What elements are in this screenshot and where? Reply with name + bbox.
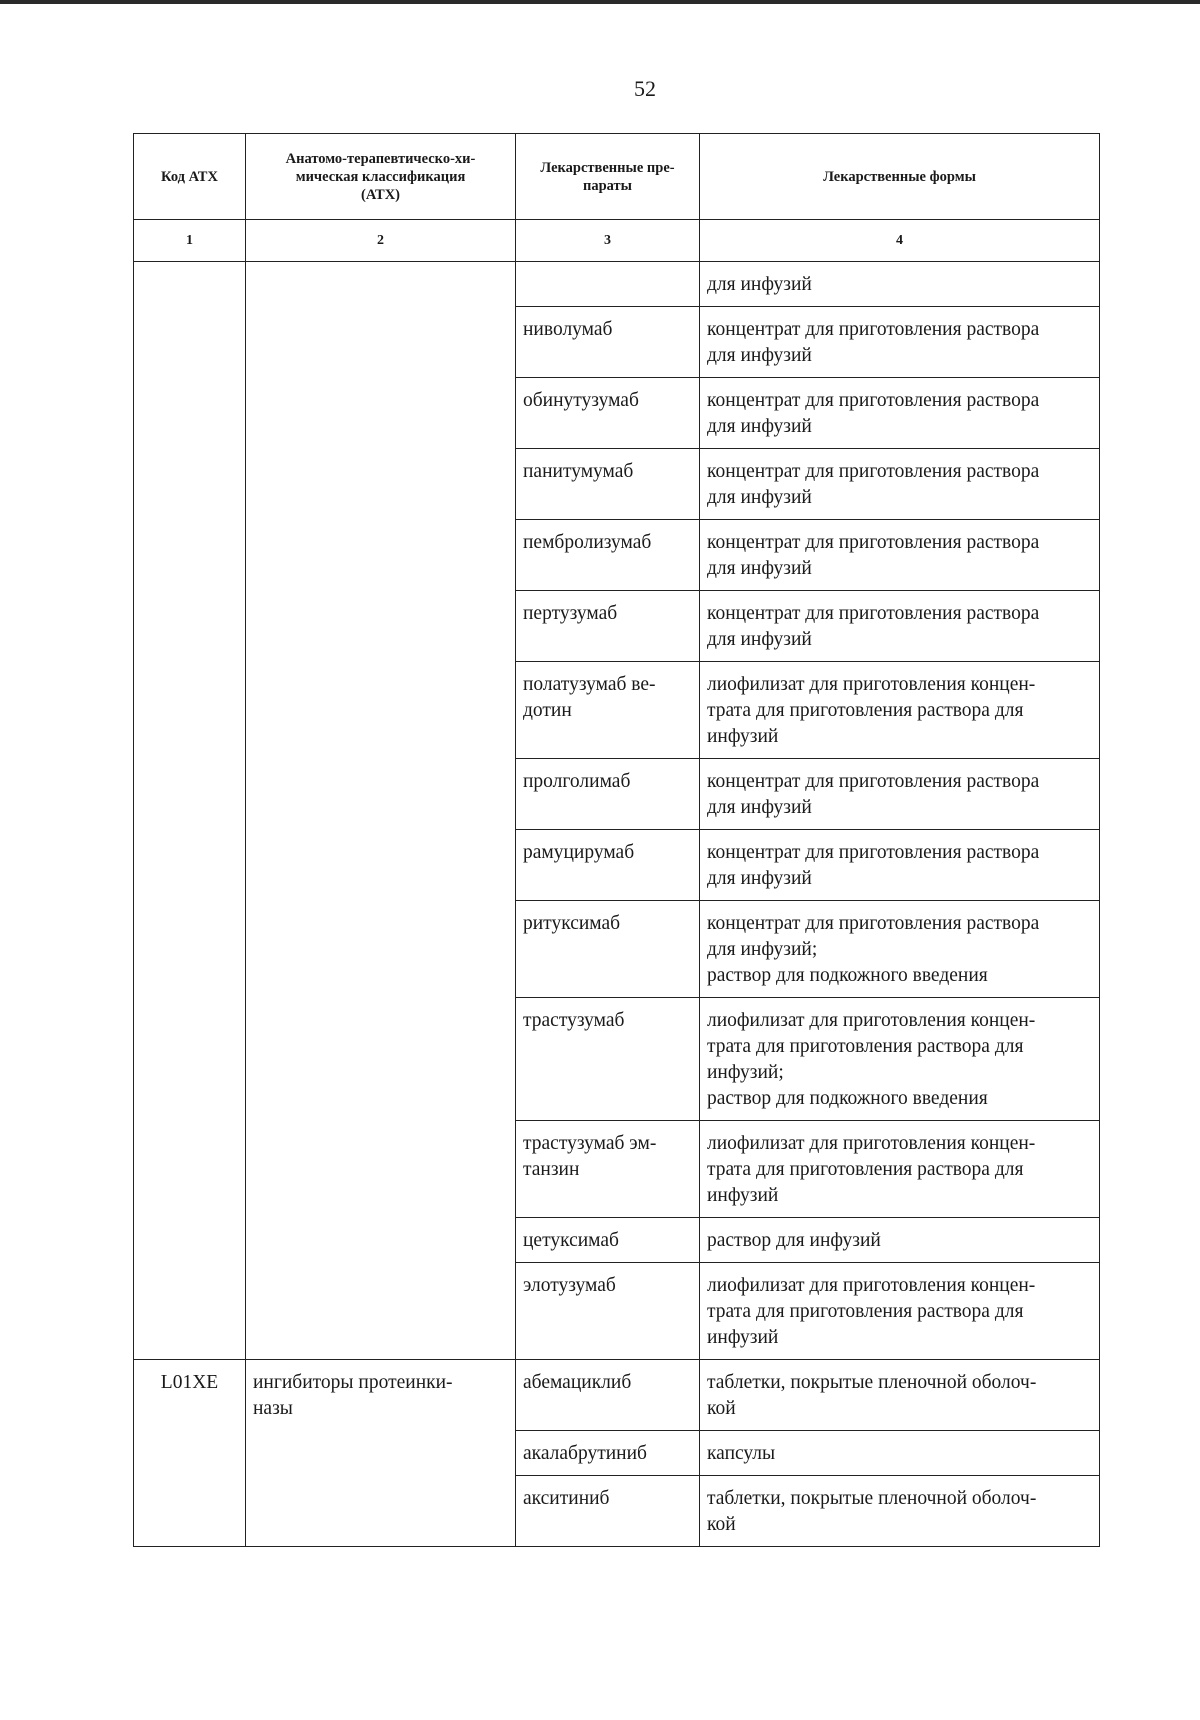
drug-name-cell: трастузумаб эм- танзин xyxy=(516,1121,700,1218)
dosage-form-cell: концентрат для приготовления раствора для инфузий xyxy=(700,830,1100,901)
dosage-form-cell: концентрат для приготовления раствора для инфузий xyxy=(700,520,1100,591)
scan-top-edge xyxy=(0,0,1200,4)
drug-name-cell: акалабрутиниб xyxy=(516,1431,700,1476)
drug-name-cell: обинутузумаб xyxy=(516,378,700,449)
atx-code-cell: L01XE xyxy=(134,1360,246,1547)
dosage-form-cell: концентрат для приготовления раствора для инфузий; раствор для подкожного введения xyxy=(700,901,1100,998)
drug-name-cell: акситиниб xyxy=(516,1476,700,1547)
dosage-form-cell: таблетки, покрытые пленочной оболоч- кой xyxy=(700,1476,1100,1547)
drug-name-cell: абемациклиб xyxy=(516,1360,700,1431)
dosage-form-cell: раствор для инфузий xyxy=(700,1218,1100,1263)
drug-name-cell: трастузумаб xyxy=(516,998,700,1121)
drug-name-cell: пертузумаб xyxy=(516,591,700,662)
drug-name-cell: ритуксимаб xyxy=(516,901,700,998)
drug-name-cell: рамуцирумаб xyxy=(516,830,700,901)
dosage-form-cell: лиофилизат для приготовления концен- трата для приготовления раствора для инфузий xyxy=(700,662,1100,759)
drug-name-cell: ниволумаб xyxy=(516,307,700,378)
header-dosage-forms: Лекарственные формы xyxy=(700,134,1100,220)
dosage-form-cell: капсулы xyxy=(700,1431,1100,1476)
drug-name-cell: пролголимаб xyxy=(516,759,700,830)
dosage-form-cell: лиофилизат для приготовления концен- трата для приготовления раствора для инфузий xyxy=(700,1263,1100,1360)
dosage-form-cell: концентрат для приготовления раствора для инфузий xyxy=(700,759,1100,830)
dosage-form-cell: для инфузий xyxy=(700,262,1100,307)
dosage-form-cell: концентрат для приготовления раствора для инфузий xyxy=(700,591,1100,662)
page-number: 52 xyxy=(634,76,656,101)
drug-name-cell: полатузумаб ве- дотин xyxy=(516,662,700,759)
dosage-form-cell: концентрат для приготовления раствора для инфузий xyxy=(700,449,1100,520)
table-body xyxy=(134,262,1100,1547)
header-atx-classification: Анатомо-терапевтическо-хи- мическая классификация (АТХ) xyxy=(246,134,516,220)
table-row xyxy=(134,1360,1100,1431)
drug-name-cell: пембролизумаб xyxy=(516,520,700,591)
dosage-form-cell: лиофилизат для приготовления концен- трата для приготовления раствора для инфузий xyxy=(700,1121,1100,1218)
column-number: 1 xyxy=(134,220,246,262)
drug-name-cell: цетуксимаб xyxy=(516,1218,700,1263)
header-atx-code: Код АТХ xyxy=(134,134,246,220)
atx-code-cell xyxy=(134,262,246,1360)
dosage-form-cell: лиофилизат для приготовления концен- трата для приготовления раствора для инфузий; раствор для подкожного введения xyxy=(700,998,1100,1121)
drug-name-cell: панитумумаб xyxy=(516,449,700,520)
header-drugs: Лекарственные пре- параты xyxy=(516,134,700,220)
dosage-form-cell: концентрат для приготовления раствора для инфузий xyxy=(700,378,1100,449)
atx-classification-cell: ингибиторы протеинки- назы xyxy=(246,1360,516,1547)
column-number: 3 xyxy=(516,220,700,262)
drug-name-cell xyxy=(516,262,700,307)
drug-name-cell: элотузумаб xyxy=(516,1263,700,1360)
column-number: 4 xyxy=(700,220,1100,262)
column-number-row xyxy=(134,220,1100,262)
table-row xyxy=(134,262,1100,307)
medicines-table xyxy=(133,133,1100,1547)
dosage-form-cell: концентрат для приготовления раствора для инфузий xyxy=(700,307,1100,378)
atx-classification-cell xyxy=(246,262,516,1360)
dosage-form-cell: таблетки, покрытые пленочной оболоч- кой xyxy=(700,1360,1100,1431)
header-row xyxy=(134,134,1100,220)
column-number: 2 xyxy=(246,220,516,262)
